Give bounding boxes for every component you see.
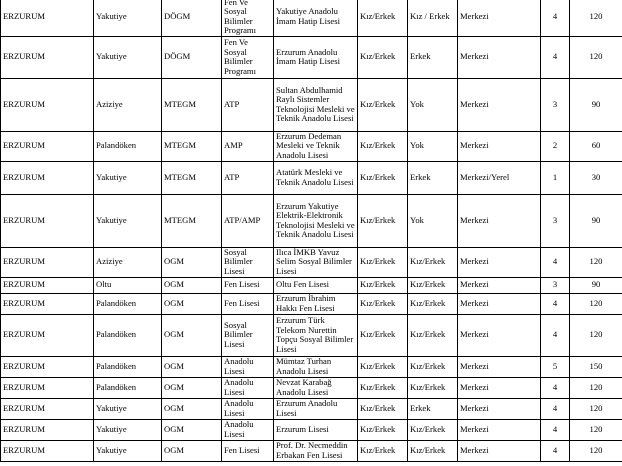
kontenjan-cell: 150 [570,356,622,377]
kurum-cell: DÖGM [162,36,222,78]
kontenjan-cell: 120 [570,419,622,440]
ogrenci-cell: Kız/Erkek [358,36,408,78]
table-row [1,277,622,293]
il-cell: ERZURUM [1,247,94,277]
okul-name-cell: Mümtaz Turhan Anadolu Lisesi [274,356,358,377]
kurum-cell: OGM [162,247,222,277]
tur-cell: Anadolu Lisesi [222,377,274,398]
sube-cell: 4 [541,247,570,277]
sube-cell: 4 [541,293,570,314]
ogrenci-cell: Kız/Erkek [358,377,408,398]
ilce-cell: Yakutiye [94,440,162,461]
pansiyon-cell: Kız/Erkek [408,419,458,440]
tur-cell: Anadolu Lisesi [222,398,274,419]
ilce-cell: Palandöken [94,293,162,314]
sube-cell: 3 [541,78,570,131]
tur-cell: Fen Lisesi [222,293,274,314]
pansiyon-cell: Erkek [408,398,458,419]
ilce-cell: Yakutiye [94,419,162,440]
ilce-cell: Aziziye [94,247,162,277]
il-cell: ERZURUM [1,78,94,131]
pansiyon-cell: Kız/Erkek [408,314,458,356]
okul-name-cell: Oltu Fen Lisesi [274,277,358,293]
tur-cell: Sosyal Bilimler Lisesi [222,314,274,356]
kontenjan-cell: 90 [570,78,622,131]
il-cell: ERZURUM [1,440,94,461]
ogrenci-cell: Kız/Erkek [358,0,408,36]
pansiyon-cell: Kız/Erkek [408,247,458,277]
kurum-cell: OGM [162,440,222,461]
sube-cell: 3 [541,277,570,293]
il-cell: ERZURUM [1,131,94,161]
ogrenci-cell: Kız/Erkek [358,277,408,293]
sube-cell: 1 [541,161,570,194]
kurum-cell: OGM [162,356,222,377]
ilce-cell: Palandöken [94,356,162,377]
pansiyon-cell: Erkek [408,161,458,194]
kontenjan-cell: 120 [570,314,622,356]
kontenjan-cell: 120 [570,247,622,277]
sube-cell: 4 [541,0,570,36]
sube-cell: 4 [541,398,570,419]
kurum-cell: OGM [162,293,222,314]
pansiyon-cell: Erkek [408,36,458,78]
kurum-cell: OGM [162,314,222,356]
yerlestirme-cell: Merkezi [458,398,541,419]
kontenjan-cell: 120 [570,398,622,419]
ogrenci-cell: Kız/Erkek [358,398,408,419]
table-row [1,194,622,247]
kurum-cell: DÖGM [162,0,222,36]
ilce-cell: Yakutiye [94,0,162,36]
tur-cell: Fen Lisesi [222,277,274,293]
kurum-cell: MTEGM [162,194,222,247]
pansiyon-cell: Yok [408,194,458,247]
yerlestirme-cell: Merkezi [458,419,541,440]
table-row [1,36,622,78]
kurum-cell: MTEGM [162,131,222,161]
ogrenci-cell: Kız/Erkek [358,161,408,194]
ilce-cell: Yakutiye [94,194,162,247]
kurum-cell: OGM [162,277,222,293]
table-row [1,377,622,398]
il-cell: ERZURUM [1,161,94,194]
pansiyon-cell: Kız/Erkek [408,356,458,377]
pansiyon-cell: Kız/Erkek [408,440,458,461]
pansiyon-cell: Kız/Erkek [408,277,458,293]
sube-cell: 4 [541,419,570,440]
il-cell: ERZURUM [1,398,94,419]
yerlestirme-cell: Merkezi [458,356,541,377]
yerlestirme-cell: Merkezi [458,247,541,277]
ogrenci-cell: Kız/Erkek [358,194,408,247]
ogrenci-cell: Kız/Erkek [358,293,408,314]
table-row [1,247,622,277]
yerlestirme-cell: Merkezi/Yerel [458,161,541,194]
okul-name-cell: Sultan Abdulhamid Raylı Sistemler Teknolojisi Mesleki ve Teknik Anadolu Lisesi [274,78,358,131]
kurum-cell: MTEGM [162,78,222,131]
ilce-cell: Aziziye [94,78,162,131]
sube-cell: 4 [541,440,570,461]
ogrenci-cell: Kız/Erkek [358,440,408,461]
pansiyon-cell: Yok [408,78,458,131]
ilce-cell: Yakutiye [94,398,162,419]
kontenjan-cell: 120 [570,36,622,78]
kurum-cell: OGM [162,398,222,419]
ogrenci-cell: Kız/Erkek [358,131,408,161]
pansiyon-cell: Kız / Erkek [408,0,458,36]
sube-cell: 4 [541,377,570,398]
tur-cell: Fen Ve Sosyal Bilimler Programı [222,36,274,78]
tur-cell: Fen Lisesi [222,440,274,461]
ogrenci-cell: Kız/Erkek [358,419,408,440]
il-cell: ERZURUM [1,36,94,78]
kontenjan-cell: 90 [570,277,622,293]
yerlestirme-cell: Merkezi [458,377,541,398]
kontenjan-cell: 60 [570,131,622,161]
kontenjan-cell: 120 [570,440,622,461]
pansiyon-cell: Kız/Erkek [408,377,458,398]
pansiyon-cell: Yok [408,131,458,161]
ilce-cell: Palandöken [94,131,162,161]
okul-name-cell: Ilıca İMKB Yavuz Selim Sosyal Bilimler Lisesi [274,247,358,277]
tur-cell: Anadolu Lisesi [222,419,274,440]
table-row [1,419,622,440]
kontenjan-cell: 30 [570,161,622,194]
yerlestirme-cell: Merkezi [458,78,541,131]
ilce-cell: Oltu [94,277,162,293]
kontenjan-cell: 120 [570,0,622,36]
tur-cell: Anadolu Lisesi [222,356,274,377]
table-row [1,440,622,461]
il-cell: ERZURUM [1,293,94,314]
kurum-cell: OGM [162,377,222,398]
kontenjan-cell: 90 [570,194,622,247]
yerlestirme-cell: Merkezi [458,194,541,247]
il-cell: ERZURUM [1,314,94,356]
table-row [1,0,622,36]
sube-cell: 4 [541,36,570,78]
ogrenci-cell: Kız/Erkek [358,78,408,131]
table-row [1,293,622,314]
il-cell: ERZURUM [1,194,94,247]
tur-cell: ATP/AMP [222,194,274,247]
sube-cell: 5 [541,356,570,377]
table-row [1,131,622,161]
table-row [1,356,622,377]
okul-name-cell: Erzurum Türk Telekom Nurettin Topçu Sosyal Bilimler Lisesi [274,314,358,356]
sube-cell: 2 [541,131,570,161]
pansiyon-cell: Kız/Erkek [408,293,458,314]
ogrenci-cell: Kız/Erkek [358,247,408,277]
tur-cell: AMP [222,131,274,161]
kontenjan-cell: 120 [570,377,622,398]
kurum-cell: OGM [162,419,222,440]
ogrenci-cell: Kız/Erkek [358,314,408,356]
yerlestirme-cell: Merkezi [458,0,541,36]
kontenjan-cell: 120 [570,293,622,314]
yerlestirme-cell: Merkezi [458,314,541,356]
okul-name-cell: Erzurum İbrahim Hakkı Fen Lisesi [274,293,358,314]
table-row [1,314,622,356]
il-cell: ERZURUM [1,377,94,398]
sube-cell: 4 [541,314,570,356]
il-cell: ERZURUM [1,0,94,36]
table-row [1,398,622,419]
okul-name-cell: Yakutiye Anadolu İmam Hatip Lisesi [274,0,358,36]
il-cell: ERZURUM [1,277,94,293]
yerlestirme-cell: Merkezi [458,131,541,161]
okul-name-cell: Erzurum Anadolu Lisesi [274,398,358,419]
il-cell: ERZURUM [1,419,94,440]
okul-name-cell: Erzurum Yakutiye Elektrik-Elektronik Teknolojisi Mesleki ve Teknik Anadolu Lisesi [274,194,358,247]
okul-name-cell: Erzurum Lisesi [274,419,358,440]
table-row [1,161,622,194]
ilce-cell: Palandöken [94,314,162,356]
okul-name-cell: Prof. Dr. Necmeddin Erbakan Fen Lisesi [274,440,358,461]
yerlestirme-cell: Merkezi [458,36,541,78]
ogrenci-cell: Kız/Erkek [358,356,408,377]
yerlestirme-cell: Merkezi [458,440,541,461]
tur-cell: Sosyal Bilimler Lisesi [222,247,274,277]
okul-name-cell: Erzurum Dedeman Mesleki ve Teknik Anadolu Lisesi [274,131,358,161]
okul-name-cell: Erzurum Anadolu İmam Hatip Lisesi [274,36,358,78]
kurum-cell: MTEGM [162,161,222,194]
table-row [1,78,622,131]
il-cell: ERZURUM [1,356,94,377]
tur-cell: Fen Ve Sosyal Bilimler Programı [222,0,274,36]
yerlestirme-cell: Merkezi [458,293,541,314]
ilce-cell: Palandöken [94,377,162,398]
okul-name-cell: Nevzat Karabağ Anadolu Lisesi [274,377,358,398]
yerlestirme-cell: Merkezi [458,277,541,293]
tur-cell: ATP [222,78,274,131]
ilce-cell: Yakutiye [94,36,162,78]
okul-name-cell: Atatürk Mesleki ve Teknik Anadolu Lisesi [274,161,358,194]
sube-cell: 3 [541,194,570,247]
ilce-cell: Yakutiye [94,161,162,194]
tur-cell: ATP [222,161,274,194]
